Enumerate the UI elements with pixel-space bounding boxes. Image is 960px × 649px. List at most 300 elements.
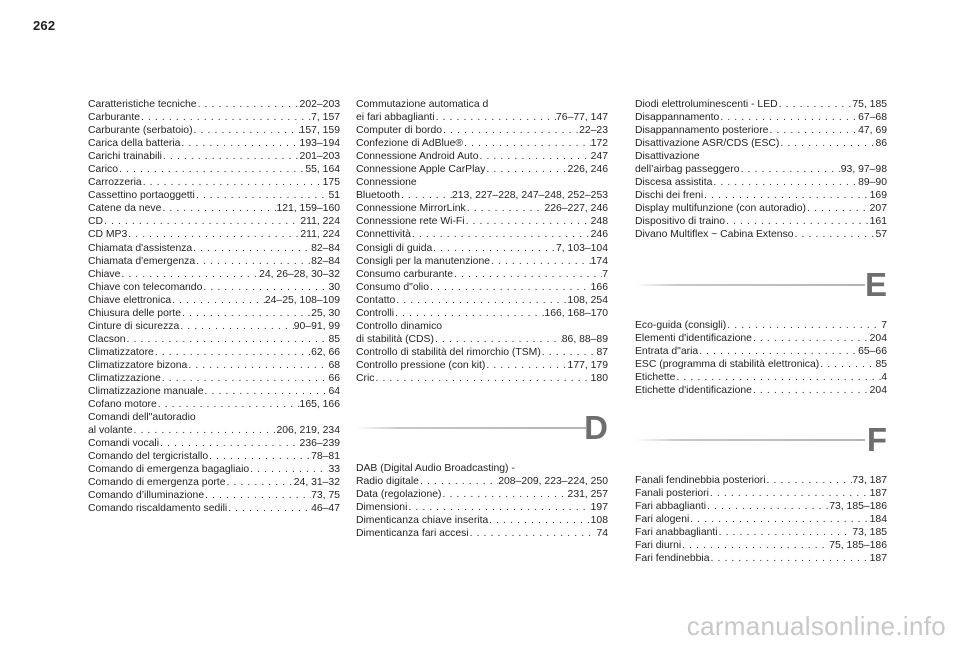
index-entry-pages: 246: [590, 229, 608, 241]
leader-dots: [374, 372, 590, 385]
index-entry-pages: 25, 30: [311, 307, 340, 319]
index-entry: [88, 476, 340, 489]
index-entry-pages: 184: [869, 513, 887, 525]
index-entry-term: Comando di emergenza bagagliaio: [88, 464, 250, 476]
index-entry-term: Computer di bordo: [356, 125, 443, 137]
index-entry-term: Consumo carburante: [356, 268, 454, 280]
index-entry-pages: 75, 185–186: [829, 540, 887, 552]
index-entry: [356, 320, 608, 346]
index-entry-term: Fari fendinebbia: [635, 553, 710, 565]
index-entry: [88, 450, 340, 463]
leader-dots: [120, 268, 259, 281]
index-entry-pages: 207: [869, 203, 887, 215]
index-entry-pages: 24, 26–28, 30–32: [259, 268, 340, 280]
leader-dots: [706, 500, 829, 513]
index-entry-term: CD: [88, 216, 104, 228]
index-entry-pages: 46–47: [311, 503, 340, 515]
index-entry-term: Carburante: [88, 112, 140, 124]
leader-dots: [703, 189, 870, 202]
index-entry: [88, 372, 340, 385]
index-entry-term: Divano Multiflex ~ Cabina Extenso: [635, 229, 794, 241]
index-entry: [88, 268, 340, 281]
leader-dots: [465, 215, 591, 228]
index-entry-pages: 161: [869, 216, 887, 228]
index-entry: [356, 163, 608, 176]
index-entry-term: Climatizzatore bizona: [88, 359, 188, 371]
index-entry-pages: 7: [602, 268, 608, 280]
leader-dots: [766, 474, 853, 487]
index-entry: [356, 294, 608, 307]
index-entry: [635, 137, 887, 150]
index-entry-term: Diodi elettroluminescenti - LED: [635, 99, 778, 110]
index-entry: [356, 176, 608, 202]
index-entry-term: Dispositivo di traino: [635, 216, 726, 228]
index-entry-term: Climatizzatore: [88, 346, 154, 358]
index-entry-term: Etichette d'identificazione: [635, 384, 752, 396]
index-entry-pages: 33: [328, 464, 340, 476]
index-entry-term: Disattivazione ASR/CDS (ESC): [635, 138, 780, 150]
index-entry: [635, 98, 887, 111]
index-entry-term: Display multifunzione (con autoradio): [635, 203, 806, 215]
index-entry-pages: 76–77, 147: [555, 112, 608, 124]
index-entry-pages: 236–239: [299, 438, 340, 450]
index-entry: [88, 281, 340, 294]
index-entry-pages: 87: [596, 346, 608, 358]
index-entry-heading: Comandi dell"autoradio: [88, 412, 196, 424]
index-entry-pages: 180: [590, 372, 608, 384]
index-entry: [635, 474, 887, 487]
index-entry-term: Connessione Apple CarPlay: [356, 164, 486, 176]
index-entry-pages: 7: [881, 319, 887, 331]
index-entry: [88, 189, 340, 202]
index-entry-pages: 197: [590, 502, 608, 514]
index-entry-pages: 78–81: [311, 451, 340, 463]
index-entry: [88, 255, 340, 268]
index-entry-term: Fari anabbaglianti: [635, 526, 718, 538]
index-entry-term: Controllo pressione (con kit): [356, 359, 486, 371]
index-entry: [88, 411, 340, 437]
index-entry-pages: 82–84: [311, 255, 340, 267]
index-entry-term: Fari diurni: [635, 540, 682, 552]
index-entry-term: Comandi vocali: [88, 438, 160, 450]
index-entry-pages: 47, 69: [858, 125, 887, 137]
index-entry-pages: 73, 185: [852, 526, 887, 538]
index-entry-pages: 166, 168–170: [544, 307, 608, 319]
index-entry: [356, 124, 608, 137]
index-entry-heading: Commutazione automatica d: [356, 99, 489, 110]
leader-dots: [157, 398, 300, 411]
leader-dots: [103, 215, 300, 228]
index-entry-term: Connessione MirrorLink: [356, 203, 466, 215]
index-entry: [635, 215, 887, 228]
index-entry: [356, 488, 608, 501]
index-entry-term: Controllo di stabilità del rimorchio (TSM): [356, 346, 541, 358]
leader-dots: [159, 437, 300, 450]
index-entry-term: Carica della batteria: [88, 138, 181, 150]
index-entry-pages: 165, 166: [299, 399, 340, 411]
index-entry-pages: 247: [590, 151, 608, 163]
index-entry-term: Consigli per la manutenzione: [356, 255, 491, 267]
index-entry-term: Carichi trainabili: [88, 151, 162, 163]
index-entry: [635, 345, 887, 358]
index-entry-pages: 73, 185–186: [829, 500, 887, 512]
index-entry-pages: 202–203: [299, 99, 340, 110]
index-entry-heading: DAB (Digital Audio Broadcasting) -: [356, 463, 515, 475]
leader-dots: [429, 281, 591, 294]
index-entry-pages: 187: [869, 487, 887, 499]
index-entry-pages: 62, 66: [311, 346, 340, 358]
index-entry: [635, 500, 887, 513]
index-entry-term: Discesa assistita: [635, 177, 713, 189]
index-entry-term: Carburante (serbatoio): [88, 125, 193, 137]
index-entry: [356, 501, 608, 514]
index-entry: [635, 487, 887, 500]
leader-dots: [485, 163, 567, 176]
index-entry-pages: 85: [328, 333, 340, 345]
leader-dots: [180, 137, 299, 150]
leader-dots: [181, 307, 311, 320]
index-entry: [356, 268, 608, 281]
index-entry-pages: 204: [869, 332, 887, 344]
index-entry-pages: 166: [590, 281, 608, 293]
index-column-2: [356, 98, 608, 540]
leader-dots: [162, 150, 300, 163]
index-entry: [356, 281, 608, 294]
leader-dots: [463, 137, 591, 150]
index-entry-pages: 55, 164: [305, 164, 340, 176]
leader-dots: [541, 346, 597, 359]
index-entry-pages: 172: [590, 138, 608, 150]
leader-dots: [204, 489, 311, 502]
leader-dots: [806, 202, 870, 215]
index-entry-pages: 24–25, 108–109: [264, 294, 340, 306]
leader-dots: [719, 111, 858, 124]
index-entry-pages: 108: [590, 515, 608, 527]
leader-dots: [689, 513, 869, 526]
leader-dots: [752, 332, 870, 345]
index-entry-term: dell’airbag passeggero: [635, 164, 740, 176]
index-entry-term: Dischi dei freni: [635, 190, 704, 202]
index-entry: [88, 502, 340, 515]
leader-dots: [195, 189, 329, 202]
index-entry: [88, 385, 340, 398]
leader-dots: [179, 320, 294, 333]
index-entry-pages: 68: [328, 359, 340, 371]
index-entry: [635, 189, 887, 202]
index-entry-pages: 211, 224: [300, 229, 340, 241]
leader-dots: [466, 202, 545, 215]
leader-dots: [171, 294, 265, 307]
section-letter: E: [864, 265, 887, 303]
index-entry-term: Fanali posteriori: [635, 487, 709, 499]
section-divider: [356, 427, 586, 429]
leader-dots: [435, 111, 556, 124]
index-entry-pages: 187: [869, 553, 887, 565]
index-entry: [635, 371, 887, 384]
index-entry: [635, 358, 887, 371]
index-entry-pages: 82–84: [311, 242, 340, 254]
index-entry-term: Eco-guida (consigli): [635, 319, 727, 331]
index-entry-term: Data (regolazione): [356, 489, 442, 501]
index-entry: [356, 150, 608, 163]
index-entry-pages: 226, 246: [567, 164, 608, 176]
leader-dots: [225, 476, 293, 489]
index-entry: [356, 242, 608, 255]
index-entry-term: Dimenticanza fari accesi: [356, 528, 469, 540]
index-entry-pages: 67–68: [858, 112, 887, 124]
index-entry-term: Climatizzazione manuale: [88, 386, 204, 398]
index-entry-heading: Controllo dinamico: [356, 320, 443, 332]
index-entry-term: Chiamata d'assistenza: [88, 242, 193, 254]
index-entry-term: Bluetooth: [356, 190, 400, 202]
section-letter: D: [584, 409, 608, 447]
index-entry-pages: 57: [875, 229, 887, 241]
index-entry-term: Chiave: [88, 268, 121, 280]
leader-dots: [794, 228, 876, 241]
index-entry: [356, 514, 608, 527]
index-entry-pages: 169: [869, 190, 887, 202]
page-number: 262: [33, 18, 56, 33]
index-entry-term: Confezione di AdBlue®: [356, 138, 464, 150]
index-entry-term: Dimenticanza chiave inserita: [356, 515, 489, 527]
index-entry: [635, 332, 887, 345]
index-entry-pages: 7, 157: [311, 112, 340, 124]
index-entry-pages: 73, 75: [311, 490, 340, 502]
index-entry-pages: 89–90: [858, 177, 887, 189]
index-entry-pages: 201–203: [299, 151, 340, 163]
index-entry: [635, 513, 887, 526]
index-entry-pages: 86, 88–89: [561, 333, 608, 345]
index-entry-pages: 226–227, 246: [544, 203, 608, 215]
leader-dots: [485, 359, 567, 372]
leader-dots: [441, 488, 567, 501]
index-entry-term: Fari abbaglianti: [635, 500, 707, 512]
index-entry-term: Etichette: [635, 371, 676, 383]
index-entry-term: Chiamata d'emergenza: [88, 255, 196, 267]
leader-dots: [819, 358, 875, 371]
index-entry: [88, 98, 340, 111]
leader-dots: [126, 333, 329, 346]
leader-dots: [752, 384, 870, 397]
index-entry: [88, 307, 340, 320]
leader-dots: [118, 163, 305, 176]
index-entry-pages: 204: [869, 384, 887, 396]
index-entry-pages: 177, 179: [567, 359, 608, 371]
index-entry-term: Caratteristiche tecniche: [88, 99, 197, 110]
section-divider: [635, 439, 865, 441]
index-entry-term: Comando di emergenza porte: [88, 477, 226, 489]
leader-dots: [709, 487, 870, 500]
index-entry-term: Disappannamento posteriore: [635, 125, 769, 137]
index-entry: [635, 319, 887, 332]
leader-dots: [154, 346, 311, 359]
index-entry-term: Fari alogeni: [635, 513, 690, 525]
index-entry-term: Cric: [356, 372, 375, 384]
index-entry-term: Consumo d"olio: [356, 281, 429, 293]
index-entry: [88, 163, 340, 176]
index-entry-term: Carrozzeria: [88, 177, 142, 189]
index-entry-term: Consigli di guida: [356, 242, 433, 254]
index-entry-pages: 73, 187: [852, 474, 887, 486]
index-entry-pages: 157, 159: [299, 125, 340, 137]
index-entry-pages: 108, 254: [567, 294, 608, 306]
index-entry-pages: 51: [328, 190, 340, 202]
index-entry-term: Connettività: [356, 229, 411, 241]
index-entry: [356, 346, 608, 359]
leader-dots: [132, 424, 276, 437]
index-entry-pages: 193–194: [299, 138, 340, 150]
index-entry: [356, 359, 608, 372]
index-entry-pages: 86: [875, 138, 887, 150]
index-entry-term: Comando riscaldamento sedili: [88, 503, 228, 515]
index-entry: [88, 320, 340, 333]
entry-list-d-cont: [635, 98, 887, 242]
index-entry-term: Chiave con telecomando: [88, 281, 203, 293]
index-entry-pages: 22–23: [579, 125, 608, 137]
index-entry: [88, 359, 340, 372]
index-entry-pages: 211, 224: [300, 216, 340, 228]
index-entry-term: Clacson: [88, 333, 126, 345]
leader-dots: [469, 527, 597, 540]
index-entry: [88, 346, 340, 359]
entry-list-d: [356, 462, 608, 540]
index-entry: [356, 307, 608, 320]
section-letter: F: [866, 420, 887, 458]
index-entry-term: ESC (programma di stabilità elettronica): [635, 358, 820, 370]
index-entry-pages: 231, 257: [567, 489, 608, 501]
index-entry-term: Contatto: [356, 294, 396, 306]
leader-dots: [726, 319, 881, 332]
index-entry-heading: Connessione: [356, 177, 417, 189]
index-entry-pages: 121, 159–160: [276, 203, 340, 215]
entry-list-e: [635, 319, 887, 397]
index-entry-term: Fanali fendinebbia posteriori: [635, 474, 766, 486]
index-entry-term: al volante: [88, 425, 133, 437]
index-entry-term: Radio digitale: [356, 476, 419, 488]
index-entry: [635, 539, 887, 552]
index-entry-term: Climatizzazione: [88, 372, 161, 384]
index-entry-pages: 24, 31–32: [293, 477, 340, 489]
index-entry: [88, 176, 340, 189]
leader-dots: [192, 242, 311, 255]
index-entry-term: Controlli: [356, 307, 395, 319]
leader-dots: [453, 268, 602, 281]
index-entry-term: Chiave elettronica: [88, 294, 172, 306]
leader-dots: [227, 502, 311, 515]
index-entry-term: di stabilità (CDS): [356, 333, 434, 345]
index-entry: [356, 527, 608, 540]
index-entry: [635, 384, 887, 397]
leader-dots: [204, 385, 329, 398]
index-entry-term: Comando del tergicristallo: [88, 451, 209, 463]
index-entry: [88, 294, 340, 307]
leader-dots: [488, 514, 590, 527]
leader-dots: [712, 176, 858, 189]
index-entry-pages: 175: [322, 177, 340, 189]
index-entry: [88, 463, 340, 476]
leader-dots: [411, 228, 591, 241]
index-entry: [356, 137, 608, 150]
leader-dots: [197, 98, 300, 111]
index-entry: [635, 111, 887, 124]
section-divider: [635, 284, 865, 286]
index-entry-term: Connessione Android Auto: [356, 151, 479, 163]
leader-dots: [161, 202, 276, 215]
index-entry-pages: 93, 97–98: [840, 164, 887, 176]
leader-dots: [778, 98, 853, 111]
leader-dots: [142, 176, 323, 189]
index-entry-pages: 30: [328, 281, 340, 293]
leader-dots: [740, 163, 841, 176]
leader-dots: [395, 294, 567, 307]
entry-list-c: [88, 98, 340, 516]
index-entry-term: Cassettino portaoggetti: [88, 190, 195, 202]
leader-dots: [675, 371, 881, 384]
leader-dots: [681, 539, 829, 552]
leader-dots: [432, 242, 556, 255]
leader-dots: [202, 281, 328, 294]
index-column-1: [88, 98, 340, 516]
index-entry-pages: 206, 219, 234: [276, 425, 340, 437]
index-entry-pages: 4: [881, 371, 887, 383]
leader-dots: [442, 124, 579, 137]
index-entry: [635, 176, 887, 189]
leader-dots: [249, 463, 328, 476]
index-entry: [88, 137, 340, 150]
leader-dots: [718, 526, 853, 539]
index-entry-term: ei fari abbaglianti: [356, 112, 435, 124]
index-entry: [88, 489, 340, 502]
section-header-f: [635, 420, 887, 460]
index-entry-pages: 65–66: [858, 345, 887, 357]
index-column-3: [635, 98, 887, 565]
section-header-d: [356, 408, 608, 448]
index-entry: [88, 228, 340, 241]
index-entry: [356, 255, 608, 268]
leader-dots: [698, 345, 858, 358]
index-entry-term: Catene da neve: [88, 203, 162, 215]
index-entry-term: Cinture di sicurezza: [88, 320, 180, 332]
index-entry-pages: 208–209, 223–224, 250: [498, 476, 608, 488]
index-entry-pages: 66: [328, 372, 340, 384]
index-entry-term: Comando d’illuminazione: [88, 490, 205, 502]
leader-dots: [419, 475, 498, 488]
index-entry: [88, 215, 340, 228]
leader-dots: [187, 359, 328, 372]
index-entry-pages: 64: [328, 386, 340, 398]
leader-dots: [768, 124, 858, 137]
index-entry-term: Elementi d'identificazione: [635, 332, 752, 344]
index-entry-term: Connessione rete Wi-Fi: [356, 216, 465, 228]
leader-dots: [127, 228, 300, 241]
index-entry: [356, 202, 608, 215]
leader-dots: [490, 255, 591, 268]
leader-dots: [407, 501, 590, 514]
index-entry-pages: 74: [596, 528, 608, 540]
index-entry: [88, 398, 340, 411]
index-entry-term: Chiusura delle porte: [88, 307, 181, 319]
index-entry-term: Entrata d"aria: [635, 345, 699, 357]
entry-list-f: [635, 474, 887, 565]
index-entry-term: CD MP3: [88, 229, 128, 241]
index-entry: [88, 437, 340, 450]
entry-list-c-cont: [356, 98, 608, 385]
leader-dots: [140, 111, 311, 124]
index-entry: [635, 124, 887, 137]
leader-dots: [434, 333, 562, 346]
index-entry-term: Dimensioni: [356, 502, 408, 514]
index-entry: [356, 228, 608, 241]
